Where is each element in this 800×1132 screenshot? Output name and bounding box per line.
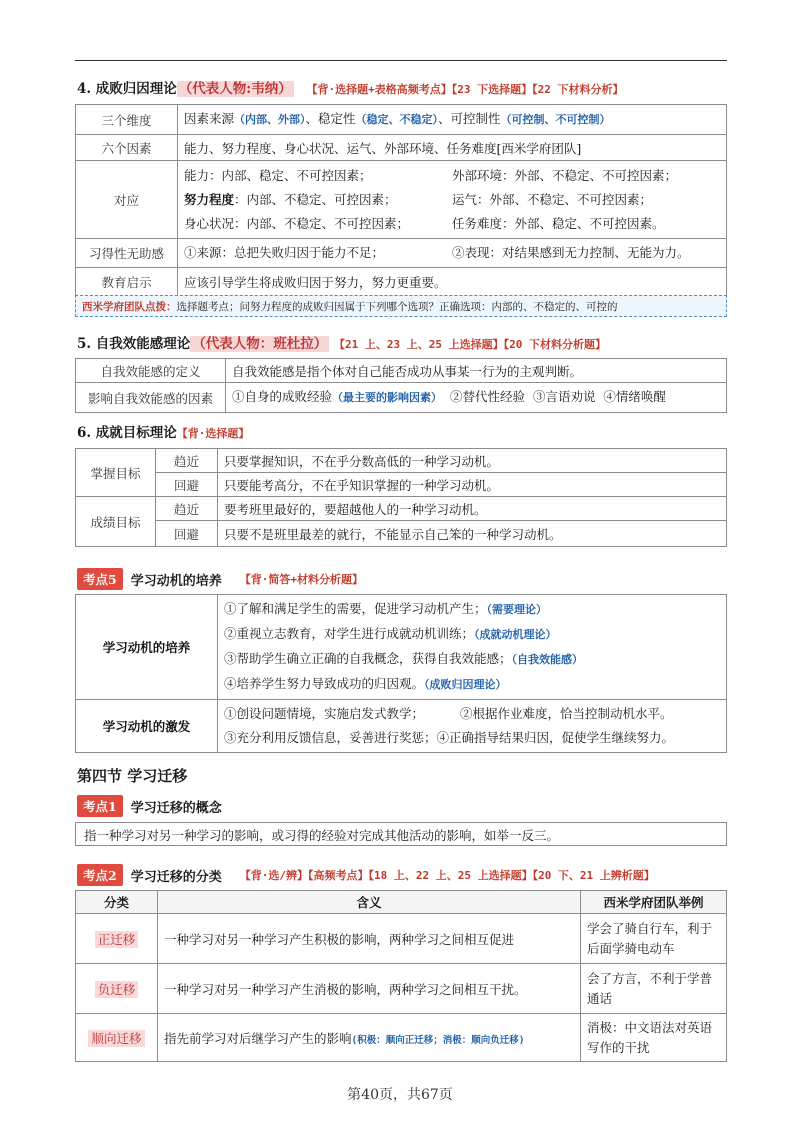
row-content [178,239,727,268]
chapter-section-title: 第四节 学习迁移 [77,767,188,785]
row-content: 自我效能感是指个体对自己能否成功从事某一行为的主观判断。 [226,359,727,383]
text: 学会了骑自行车，利于 [587,920,713,936]
section-4-tags: 【背·选择题+表格高频考点】【23 下选择题】【22 下材料分析】 [306,83,624,96]
kaodian-1-heading [77,795,222,817]
section-5-title: 5. 自我效能感理论 [77,336,191,352]
text: 消极：中文语法对英语 [587,1019,713,1035]
kaodian-2-heading [77,864,655,886]
row-content: 只要能考高分，不在乎知识掌握的一种学习动机。 [218,473,727,497]
row-content: 要考班里最好的，要超越他人的一种学习动机。 [218,497,727,521]
section-6-tags: 【背·选择题】 [176,427,250,440]
example-cell [581,914,727,964]
column-header: 分类 [76,891,158,914]
type-cell [76,964,158,1014]
meaning-cell: 一种学习对另一种学习产生消极的影响，两种学习之间相互干扰。 [158,964,581,1014]
row-content [218,700,727,753]
text: ③言语劝说 [532,389,596,404]
text: ①了解和满足学生的需要，促进学习动机产生； [224,601,487,616]
type-label: 正迁移 [95,931,139,948]
row-content: 能力、努力程度、身心状况、运气、外部环境、任务难度[西米学府团队] [178,135,727,161]
column-header: 西米学府团队举例 [581,891,727,914]
text: ③帮助学生确立正确的自我概念，获得自我效能感； [224,651,512,666]
text: ②重视立志教育，对学生进行成就动机训练； [224,626,475,641]
text: ③充分利用反馈信息，妥善进行奖惩；④正确指导结果归因，促使学生继续努力。 [224,730,675,745]
section-4-heading [77,77,623,97]
type-label: 顺向迁移 [88,1030,144,1047]
text: ①自身的成败经验 [232,389,333,404]
text: （自我效能感） [511,653,584,666]
top-rule [75,60,727,61]
text: 身心状况：内部、不稳定、不可控因素； [184,215,410,231]
table-row [76,700,727,753]
table-row [76,105,727,135]
table-row [76,521,727,547]
self-efficacy-table [75,358,727,413]
table-row [76,135,727,161]
row-label: 教育启示 [76,268,178,296]
row-label: 学习动机的培养 [76,595,218,700]
row-content [226,383,727,413]
table-row [76,383,727,413]
kaodian-tags: 【背·选/辨】【高频考点】【18 上、22 上、25 上选择题】【20 下、21 上辨析题】 [239,869,655,882]
kaodian-tags: 【背·简答+材料分析题】 [239,573,363,586]
sub-label: 趋近 [156,449,218,473]
section-4-title: 4. 成败归因理论 [77,81,177,97]
table-row [76,359,727,383]
kaodian-badge: 考点5 [77,568,123,590]
row-content: 只要不是班里最差的就行，不能显示自己笨的一种学习动机。 [218,521,727,547]
type-cell [76,914,158,964]
goal-label: 掌握目标 [76,449,156,497]
text: (积极：顺向正迁移；消极：顺向负迁移) [351,1034,525,1046]
table-row [76,497,727,521]
tip-box [75,295,727,317]
column-header: 含义 [158,891,581,914]
meaning-cell: 一种学习对另一种学习产生积极的影响，两种学习之间相互促进 [158,914,581,964]
text: ①创设问题情境，实施启发式教学； [224,706,425,721]
row-content: 只要掌握知识，不在乎分数高低的一种学习动机。 [218,449,727,473]
text: 因素来源 [184,111,235,126]
row-content [178,105,727,135]
section-6-heading [77,421,249,441]
example-cell [581,964,727,1014]
table-header-row [76,891,727,914]
text: 努力程度 [184,191,235,207]
transfer-table [75,890,727,1062]
text: 、可控制性 [438,111,501,126]
text: （内部、外部） [234,113,306,126]
text: （成败归因理论） [424,678,507,691]
row-label: 对应 [76,161,178,239]
text: （可控制、不可控制） [500,113,611,126]
table-row [76,449,727,473]
kaodian-badge: 考点2 [77,864,123,886]
sub-label: 趋近 [156,497,218,521]
section-6-title: 6. 成就目标理论 [77,425,177,441]
text: ②根据作业难度，恰当控制动机水平。 [460,706,673,721]
table-row [76,239,727,268]
text: ④培养学生努力导致成功的归因观。 [224,676,425,691]
row-label: 三个维度 [76,105,178,135]
text: 会了方言，不利于学普 [587,970,713,986]
text: （成就动机理论） [474,628,557,641]
sub-label: 回避 [156,521,218,547]
text: （最主要的影响因素） [332,391,443,404]
tip-head: 西米学府团队点拨： [82,301,177,313]
kaodian-badge: 考点1 [77,795,123,817]
row-label: 学习动机的激发 [76,700,218,753]
row-label: 习得性无助感 [76,239,178,268]
table-row [76,595,727,700]
tip-text: 选择题考点；问努力程度的成败归因属于下列哪个选项？正确选项：内部的、不稳定的、可控的 [176,301,618,313]
text: 后面学骑电动车 [587,940,675,956]
kaodian-title: 学习动机的培养 [130,573,222,589]
concept-box: 指一种学习对另一种学习的影响，或习得的经验对完成其他活动的影响，如举一反三。 [75,822,727,846]
table-row [76,161,727,239]
section-4-representative: （代表人物:韦纳） [178,81,292,97]
kaodian-title: 学习迁移的分类 [130,869,222,885]
page-number: 第40页，共67页 [347,1087,453,1103]
table-row [76,1014,727,1062]
text: 运气：外部、不稳定、不可控因素； [452,191,653,207]
text: ①来源：总把失败归因于能力不足； [184,245,385,260]
table-row [76,914,727,964]
row-content: 应该引导学生将成败归因于努力，努力更重要。 [178,268,727,296]
text: （稳定、不稳定） [355,113,439,126]
meaning-cell [158,1014,581,1062]
row-label: 影响自我效能感的因素 [76,383,226,413]
text: ④情绪唤醒 [603,389,666,404]
type-label: 负迁移 [95,981,139,998]
text: 任务难度：外部、稳定、不可控因素。 [452,215,665,231]
text: ②表现：对结果感到无力控制、无能为力。 [452,245,690,260]
attribution-table [75,104,727,296]
goal-label: 成绩目标 [76,497,156,547]
row-label: 自我效能感的定义 [76,359,226,383]
example-cell [581,1014,727,1062]
kaodian-5-heading [77,568,363,590]
row-content [178,161,727,239]
section-5-heading [77,332,606,352]
text: 通话 [587,990,613,1006]
text: 写作的干扰 [587,1039,650,1055]
sub-label: 回避 [156,473,218,497]
text: 、稳定性 [305,111,356,126]
type-cell [76,1014,158,1062]
table-row [76,268,727,296]
row-label: 六个因素 [76,135,178,161]
text: 外部环境：外部、不稳定、不可控因素； [452,167,678,183]
table-row [76,473,727,497]
row-content [218,595,727,700]
text: 能力：内部、稳定、不可控因素； [184,167,372,183]
text: 指先前学习对后继学习产生的影响 [164,1030,352,1046]
goal-table [75,448,727,547]
section-5-representative: （代表人物：班杜拉） [192,336,328,352]
text: ：内部、不稳定、可控因素； [234,191,397,207]
text: ②替代性经验 [449,389,525,404]
section-5-tags: 【21 上、23 上、25 上选择题】【20 下材料分析题】 [334,338,606,351]
motivation-table [75,594,727,753]
text: （需要理论） [486,603,548,616]
kaodian-title: 学习迁移的概念 [130,800,222,816]
table-row [76,964,727,1014]
